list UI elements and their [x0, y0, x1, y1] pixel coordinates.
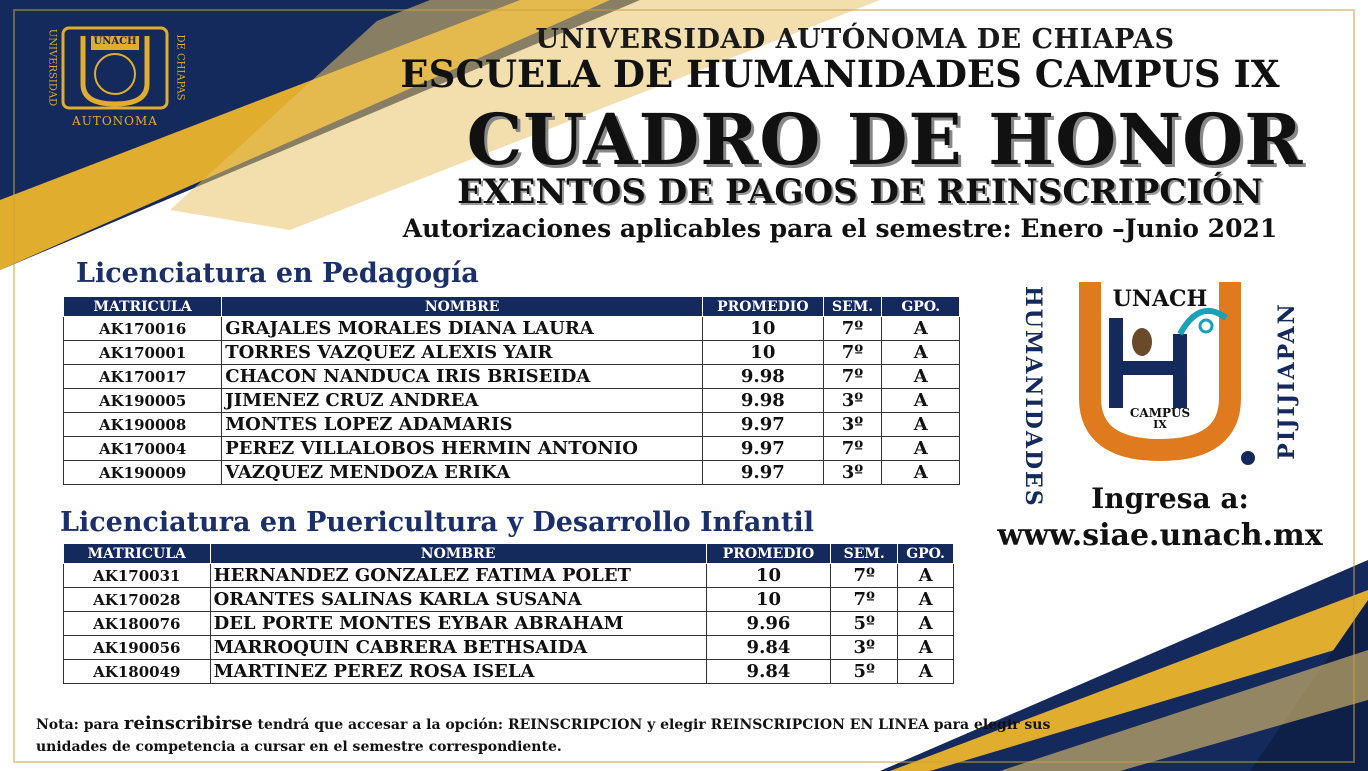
logo-humanidades-text: HUMANIDADES [1020, 286, 1046, 508]
cell-sem: 7º [823, 437, 882, 461]
col-promedio: PROMEDIO [706, 544, 831, 564]
table-row [64, 365, 960, 389]
table-row [64, 389, 960, 413]
cell-matricula: AK170028 [64, 588, 211, 612]
table-row [64, 636, 954, 660]
cell-sem: 3º [823, 413, 882, 437]
section-title-puericultura: Licenciatura en Puericultura y Desarrollo Infantil [60, 507, 814, 538]
cell-gpo: A [882, 437, 960, 461]
cell-sem: 7º [831, 588, 898, 612]
note-emphasis: reinscribirse [123, 713, 253, 734]
table-puericultura [63, 543, 954, 684]
cell-promedio: 9.96 [706, 612, 831, 636]
cell-gpo: A [882, 317, 960, 341]
cell-promedio: 10 [706, 564, 831, 588]
page-title: CUADRO DE HONOR [466, 98, 1304, 181]
cell-matricula: AK170001 [64, 341, 222, 365]
cell-sem: 5º [831, 660, 898, 684]
table-row [64, 437, 960, 461]
ingresa-label: Ingresa a: [1091, 482, 1249, 515]
cell-promedio: 9.97 [703, 413, 824, 437]
school-name: ESCUELA DE HUMANIDADES CAMPUS IX [400, 52, 1280, 96]
cell-sem: 3º [823, 461, 882, 485]
cell-gpo: A [898, 660, 954, 684]
cell-nombre: JIMENEZ CRUZ ANDREA [222, 389, 703, 413]
cell-gpo: A [882, 341, 960, 365]
cell-nombre: GRAJALES MORALES DIANA LAURA [222, 317, 703, 341]
cell-sem: 7º [823, 365, 882, 389]
cell-gpo: A [898, 564, 954, 588]
cell-matricula: AK170016 [64, 317, 222, 341]
table-header-row [64, 297, 960, 317]
footer-note [36, 713, 1096, 758]
cell-nombre: MARROQUIN CABRERA BETHSAIDA [210, 636, 706, 660]
cell-gpo: A [898, 636, 954, 660]
page-subtitle: EXENTOS DE PAGOS DE REINSCRIPCIÓN [457, 172, 1263, 212]
table-row [64, 564, 954, 588]
cell-matricula: AK170031 [64, 564, 211, 588]
cell-nombre: MONTES LOPEZ ADAMARIS [222, 413, 703, 437]
cell-promedio: 9.98 [703, 365, 824, 389]
siae-link[interactable]: www.siae.unach.mx [997, 518, 1323, 553]
cell-sem: 3º [823, 389, 882, 413]
seal-autonoma-label: AUTONOMA [72, 114, 158, 128]
cell-matricula: AK190005 [64, 389, 222, 413]
cell-sem: 5º [831, 612, 898, 636]
col-gpo: GPO. [882, 297, 960, 317]
table-row [64, 660, 954, 684]
cell-promedio: 9.97 [703, 461, 824, 485]
seal-de-chiapas-label: DE CHIAPAS [174, 34, 186, 101]
cell-gpo: A [882, 413, 960, 437]
cell-nombre: PEREZ VILLALOBOS HERMIN ANTONIO [222, 437, 703, 461]
table-row [64, 612, 954, 636]
cell-matricula: AK180049 [64, 660, 211, 684]
table-row [64, 413, 960, 437]
cell-promedio: 9.84 [706, 660, 831, 684]
col-nombre: NOMBRE [222, 297, 703, 317]
cell-promedio: 9.97 [703, 437, 824, 461]
col-promedio: PROMEDIO [703, 297, 824, 317]
cell-matricula: AK180076 [64, 612, 211, 636]
col-sem: SEM. [823, 297, 882, 317]
note-part2: tendrá que accesar a la opción: REINSCRIPCION y elegir REINSCRIPCION EN LINEA para elegir sus unidades de competencia a cursar en el semestre correspondiente. [36, 717, 1051, 755]
cell-promedio: 10 [706, 588, 831, 612]
cell-nombre: ORANTES SALINAS KARLA SUSANA [210, 588, 706, 612]
cell-nombre: DEL PORTE MONTES EYBAR ABRAHAM [210, 612, 706, 636]
cell-matricula: AK170004 [64, 437, 222, 461]
table-row [64, 461, 960, 485]
cell-nombre: TORRES VAZQUEZ ALEXIS YAIR [222, 341, 703, 365]
logo-campus-text: CAMPUS [1129, 406, 1191, 420]
cell-nombre: CHACON NANDUCA IRIS BRISEIDA [222, 365, 703, 389]
unach-seal-logo [35, 22, 195, 132]
col-matricula: MATRICULA [64, 297, 222, 317]
col-matricula: MATRICULA [64, 544, 211, 564]
cell-sem: 7º [823, 341, 882, 365]
cell-gpo: A [882, 389, 960, 413]
note-part1: Nota: para [36, 717, 124, 733]
logo-ix-text: IX [1153, 418, 1167, 431]
cell-nombre: MARTINEZ PEREZ ROSA ISELA [210, 660, 706, 684]
cell-nombre: HERNANDEZ GONZALEZ FATIMA POLET [210, 564, 706, 588]
cell-promedio: 9.98 [703, 389, 824, 413]
cell-gpo: A [882, 365, 960, 389]
cell-sem: 3º [831, 636, 898, 660]
cell-gpo: A [898, 612, 954, 636]
cell-matricula: AK190056 [64, 636, 211, 660]
table-row [64, 588, 954, 612]
cell-matricula: AK170017 [64, 365, 222, 389]
cell-promedio: 10 [703, 341, 824, 365]
table-header-row [64, 544, 954, 564]
table-row [64, 341, 960, 365]
seal-unach-label: UNACH [93, 36, 137, 47]
university-name: UNIVERSIDAD AUTÓNOMA DE CHIAPAS [535, 24, 1175, 55]
table-row [64, 317, 960, 341]
col-sem: SEM. [831, 544, 898, 564]
col-gpo: GPO. [898, 544, 954, 564]
cell-sem: 7º [831, 564, 898, 588]
logo-pijijiapan-text: PIJIJIAPAN [1274, 302, 1300, 460]
section-title-pedagogia: Licenciatura en Pedagogía [76, 258, 479, 289]
cell-nombre: VAZQUEZ MENDOZA ERIKA [222, 461, 703, 485]
col-nombre: NOMBRE [210, 544, 706, 564]
table-pedagogia [63, 296, 960, 485]
logo-unach-text: UNACH [1112, 286, 1208, 312]
cell-matricula: AK190008 [64, 413, 222, 437]
seal-universidad-label: UNIVERSIDAD [46, 28, 58, 107]
authorization-line: Autorizaciones aplicables para el semestre: Enero –Junio 2021 [402, 214, 1278, 243]
cell-gpo: A [882, 461, 960, 485]
cell-promedio: 10 [703, 317, 824, 341]
cell-promedio: 9.84 [706, 636, 831, 660]
cell-matricula: AK190009 [64, 461, 222, 485]
cell-sem: 7º [823, 317, 882, 341]
cell-gpo: A [898, 588, 954, 612]
